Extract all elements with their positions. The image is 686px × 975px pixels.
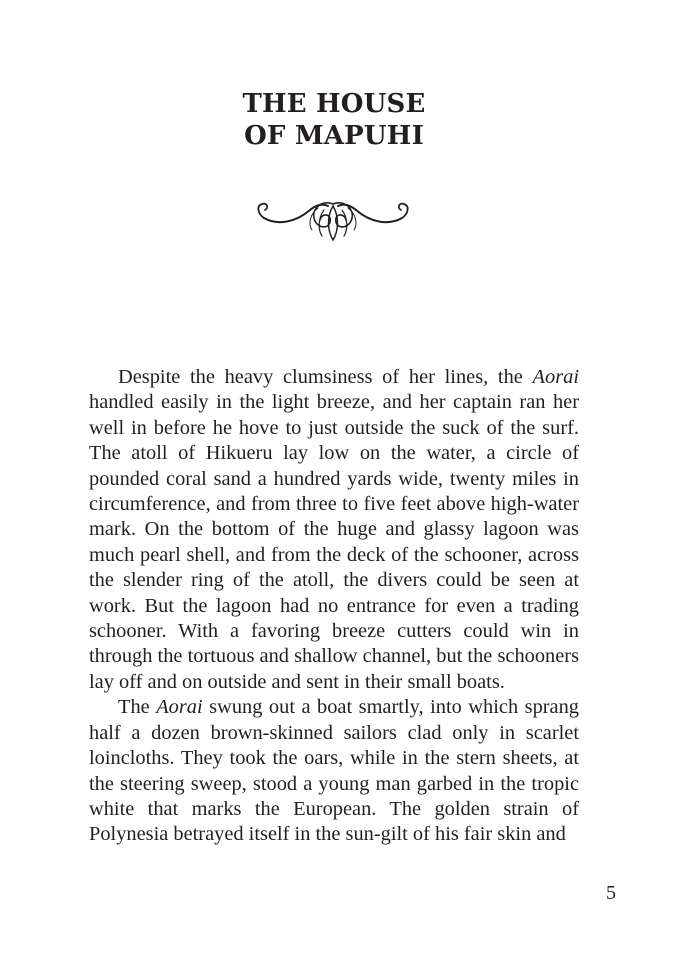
paragraph-2-lead: The [118, 696, 157, 719]
paragraph-2 [89, 695, 579, 847]
paragraph-1 [89, 365, 579, 695]
chapter-title [0, 88, 668, 152]
chapter-title-line-1: THE HOUSE [242, 89, 426, 119]
ship-name: Aorai [532, 366, 579, 388]
paragraph-2-rest: swung out a boat smartly, into which sprang half a dozen brown-skinned sailors clad only in scarlet loincloths. They took the oars, while in the stern sheets, at the steering sweep, stood a young man garbed in the tropic white that marks the European. The golden strain of Polynesia betrayed itself in the sun-gilt of his fair skin and [89, 696, 579, 846]
page-number: 5 [606, 882, 616, 904]
paragraph-1-lead: Despite the heavy clumsiness of her lines, the [118, 366, 533, 388]
body-text [89, 365, 579, 848]
chapter-title-line-2: OF MAPUHI [244, 121, 424, 151]
paragraph-1-rest: handled easily in the light breeze, and her captain ran her well in before he hove to just outside the suck of the surf. The atoll of Hikueru lay low on the water, a circle of pounded coral sand a hundred yards wide, twenty miles in circumference, and from three to five feet above high-water mark. On the bottom of the huge and glassy lagoon was much pearl shell, and from the deck of the schooner, across the slender ring of the atoll, the divers could be seen at work. But the lagoon had no entrance for even a trading schooner. With a favoring breeze cutters could win in through the tortuous and shallow channel, but the schooners lay off and on outside and sent in their small boats. [89, 391, 579, 693]
flourish-ornament-icon [252, 196, 414, 248]
ship-name: Aorai [156, 696, 203, 719]
